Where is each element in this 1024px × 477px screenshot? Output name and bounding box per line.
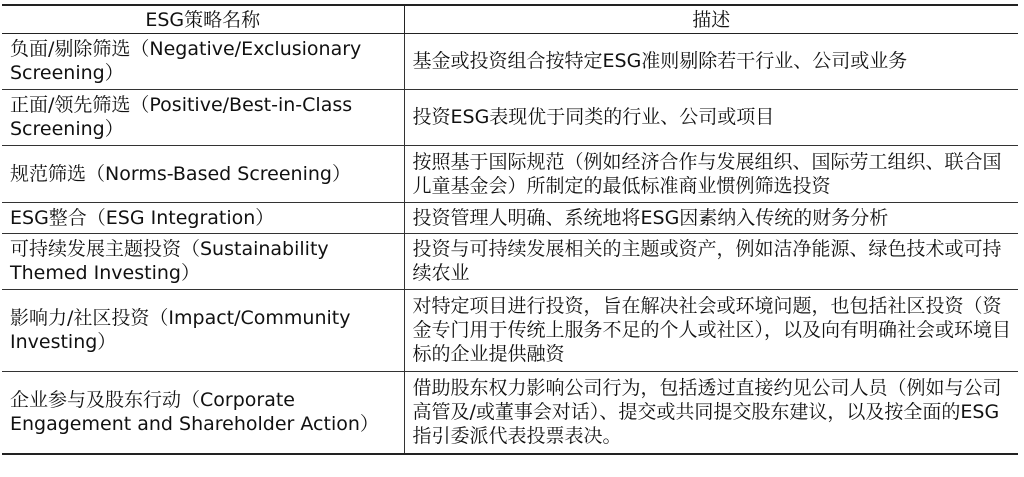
strategy-description-cell: 对特定项目进行投资，旨在解决社会或环境问题，也包括社区投资（资金专门用于传统上服务不足的个人或社区），以及向有明确社会或环境目标的企业提供融资 — [404, 290, 1018, 372]
table-header — [2, 5, 1018, 34]
table-row — [2, 372, 1018, 455]
table-row — [2, 90, 1018, 146]
strategy-name-cell: 可持续发展主题投资（Sustainability Themed Investing） — [2, 234, 404, 290]
table-row — [2, 290, 1018, 372]
strategy-description-cell: 基金或投资组合按特定ESG准则剔除若干行业、公司或业务 — [404, 34, 1018, 90]
strategy-description-cell: 投资与可持续发展相关的主题或资产，例如洁净能源、绿色技术或可持续农业 — [404, 234, 1018, 290]
header-description: 描述 — [404, 5, 1018, 34]
strategy-name-cell: 负面/剔除筛选（Negative/Exclusionary Screening） — [2, 34, 404, 90]
strategy-name-cell: 正面/领先筛选（Positive/Best-in-Class Screening） — [2, 90, 404, 146]
strategy-description-cell: 按照基于国际规范（例如经济合作与发展组织、国际劳工组织、联合国儿童基金会）所制定的最低标准商业惯例筛选投资 — [404, 146, 1018, 203]
table-row — [2, 234, 1018, 290]
table-row — [2, 34, 1018, 90]
strategy-description-cell: 投资ESG表现优于同类的行业、公司或项目 — [404, 90, 1018, 146]
table-row — [2, 146, 1018, 203]
esg-strategy-table — [2, 4, 1018, 455]
table-row — [2, 203, 1018, 234]
header-strategy-name: ESG策略名称 — [2, 5, 404, 34]
strategy-name-cell: 影响力/社区投资（Impact/Community Investing） — [2, 290, 404, 372]
strategy-name-cell: ESG整合（ESG Integration） — [2, 203, 404, 234]
table-body — [2, 34, 1018, 455]
strategy-name-cell: 规范筛选（Norms-Based Screening） — [2, 146, 404, 203]
strategy-name-cell: 企业参与及股东行动（Corporate Engagement and Shareholder Action） — [2, 372, 404, 455]
strategy-description-cell: 借助股东权力影响公司行为，包括透过直接约见公司人员（例如与公司高管及/或董事会对话）、提交或共同提交股东建议，以及按全面的ESG指引委派代表投票表决。 — [404, 372, 1018, 455]
strategy-description-cell: 投资管理人明确、系统地将ESG因素纳入传统的财务分析 — [404, 203, 1018, 234]
esg-strategy-table-container — [2, 4, 1018, 455]
header-row — [2, 5, 1018, 34]
